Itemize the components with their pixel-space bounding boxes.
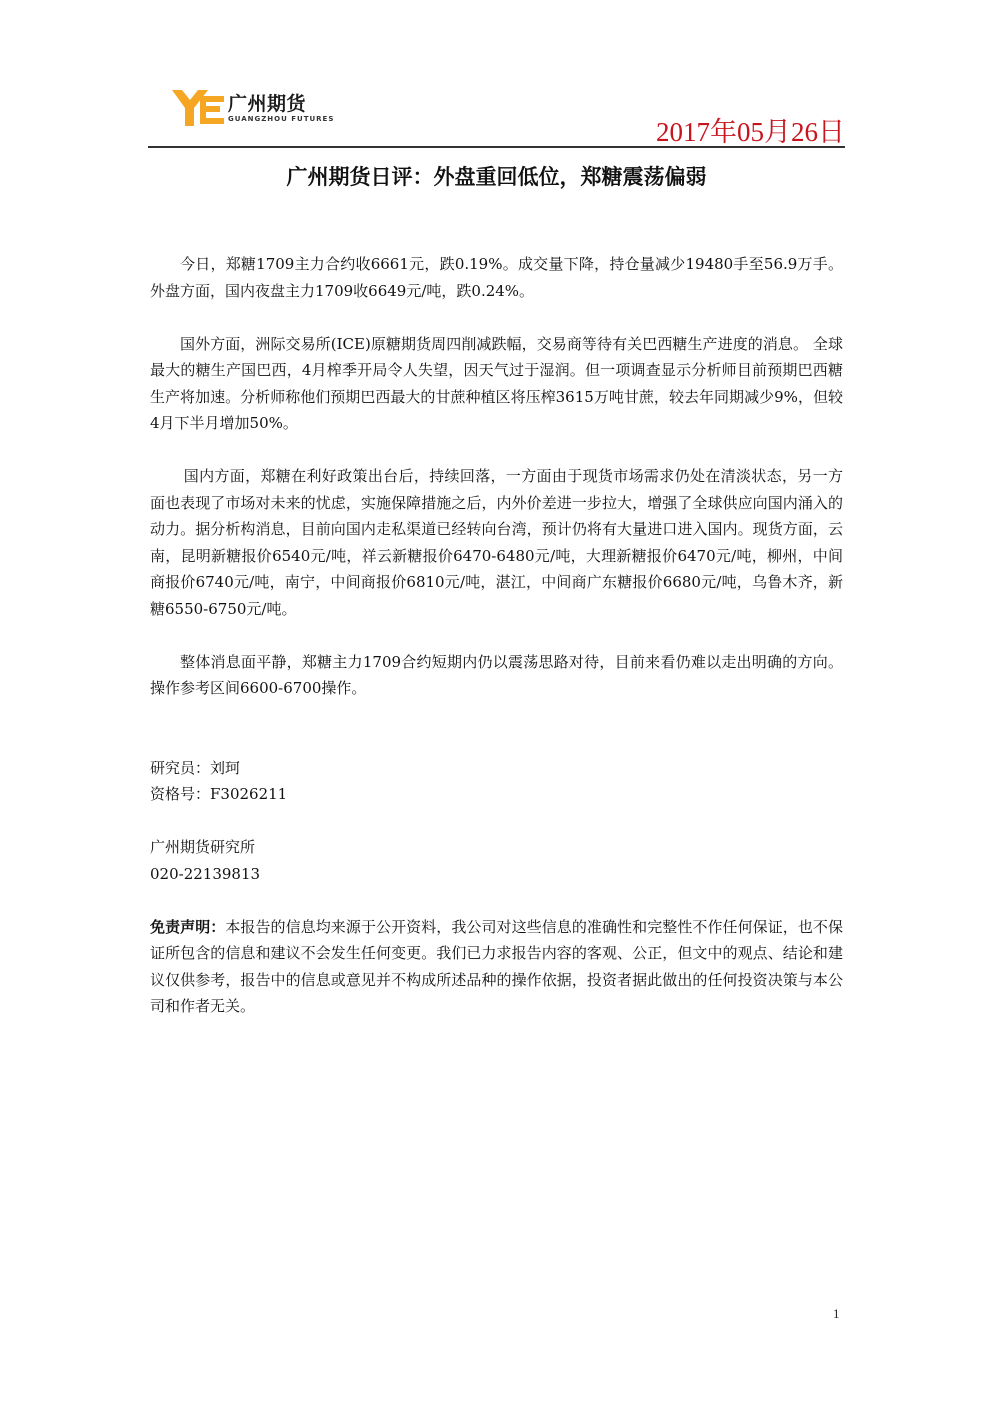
institute-phone: 020-22139813: [150, 864, 261, 883]
page-number: 1: [833, 1306, 840, 1321]
report-body: [150, 251, 843, 1020]
paragraph-market-summary: 今日，郑糖1709主力合约收6661元，跌0.19%。成交量下降，持仓量减少19480手至56.9万手。外盘方面，国内夜盘主力1709收6649元/吨，跌0.24%。: [150, 255, 843, 300]
researcher-info: [150, 755, 843, 808]
header-divider: [148, 146, 845, 148]
logo-text-cn: 广州期货: [228, 93, 307, 115]
institute-name: 广州期货研究所: [150, 838, 256, 856]
paragraph-overseas: 国外方面，洲际交易所(ICE)原糖期货周四削减跌幅，交易商等待有关巴西糖生产进度的消息。 全球最大的糖生产国巴西，4月榨季开局令人失望，因天气过于湿润。但一项调查显示分析师目前预期巴西糖生产将加速。分析师称他们预期巴西最大的甘蔗种植区将压榨3615万吨甘蔗，较去年同期减少9%，但较4月下半月增加50%。: [150, 334, 843, 432]
paragraph-outlook: 整体消息面平静，郑糖主力1709合约短期内仍以震荡思路对待，目前来看仍难以走出明确的方向。操作参考区间6600-6700操作。: [150, 652, 843, 697]
disclaimer: [150, 914, 843, 1020]
disclaimer-text: 本报告的信息均来源于公开资料，我公司对这些信息的准确性和完整性不作任何保证，也不保证所包含的信息和建议不会发生任何变更。我们已力求报告内容的客观、公正，但文中的观点、结论和建议仅供参考，报告中的信息或意见并不构成所述品种的操作依据，投资者据此做出的任何投资决策与本公司和作者无关。: [150, 917, 843, 1015]
paragraph-domestic: 国内方面，郑糖在利好政策出台后，持续回落，一方面由于现货市场需求仍处在清淡状态，另一方面也表现了市场对未来的忧虑，实施保障措施之后，内外价差进一步拉大，增强了全球供应向国内涌入的动力。据分析构消息，目前向国内走私渠道已经转向台湾，预计仍将有大量进口进入国内。现货方面，云南，昆明新糖报价6540元/吨，祥云新糖报价6470-6480元/吨，大理新糖报价6470元/吨，柳州，中间商报价6740元/吨，南宁，中间商报价6810元/吨，湛江，中间商广东糖报价6680元/吨，乌鲁木齐，新糖6550-6750元/吨。: [150, 467, 843, 618]
logo-text-en: GUANGZHOU FUTURES: [228, 115, 335, 123]
disclaimer-label: 免责声明：: [150, 917, 226, 936]
researcher-license: 资格号：F3026211: [150, 785, 288, 803]
report-title: 广州期货日评：外盘重回低位，郑糖震荡偏弱: [286, 165, 707, 189]
company-logo: [170, 88, 350, 128]
report-header: [148, 80, 845, 148]
guangzhou-futures-logo-icon: [170, 88, 226, 128]
researcher-name: 研究员：刘珂: [150, 758, 241, 777]
institute-info: [150, 834, 843, 887]
report-date: 2017年05月26日: [656, 117, 845, 147]
